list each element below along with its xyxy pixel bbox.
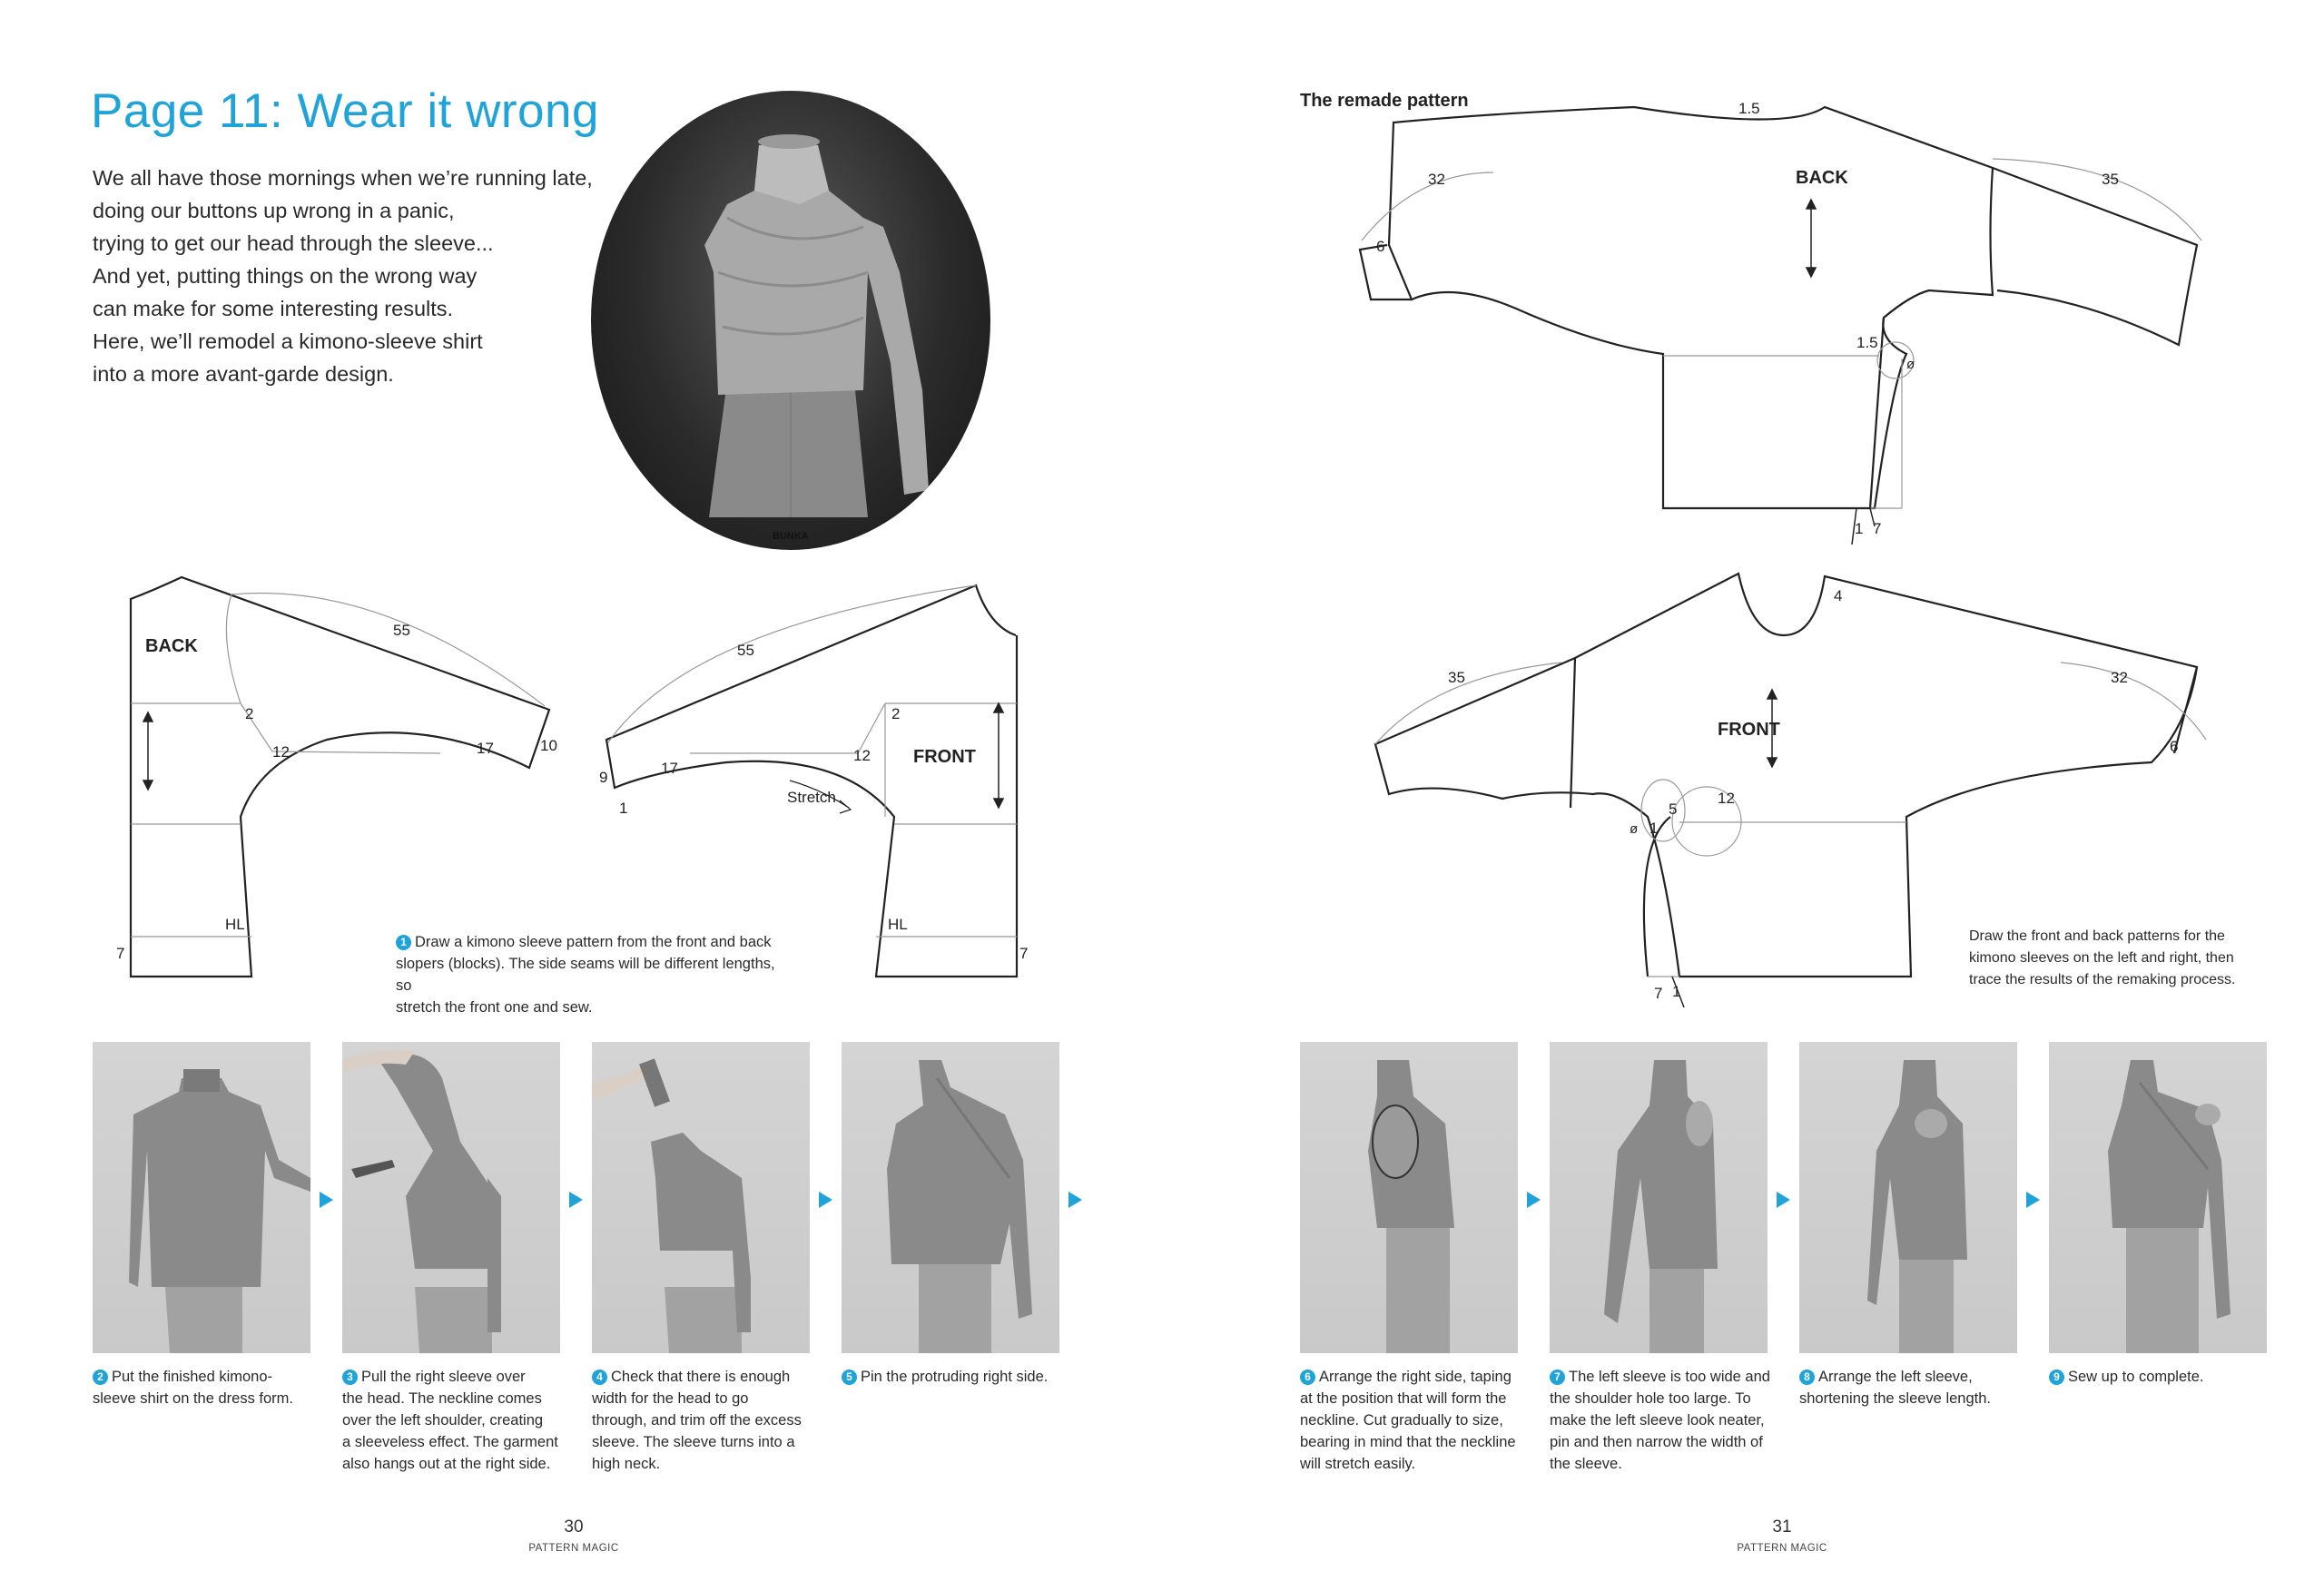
step-number-badge: 3	[342, 1370, 358, 1385]
remade-front-measure-five: 5	[1669, 800, 1678, 818]
measure-front-hem: 7	[1019, 945, 1029, 962]
section-subtitle: The remade pattern	[1300, 91, 1469, 111]
remade-front-measure-hem-b: 1	[1672, 983, 1681, 1000]
remade-front-measure-cuff: 6	[2170, 738, 2179, 755]
step-arrow-icon	[569, 1192, 583, 1208]
step-arrow-icon	[320, 1192, 333, 1208]
remade-front-measure-neck: 4	[1834, 587, 1843, 604]
remade-front-measure-one: 1	[1649, 820, 1659, 837]
page-footer: PATTERN MAGIC	[528, 1543, 619, 1554]
page-number: 30	[564, 1517, 584, 1537]
intro-line: And yet, putting things on the wrong way	[93, 264, 478, 288]
remade-back-measure-right-sleeve: 35	[2102, 171, 2119, 188]
caption-line: slopers (blocks). The side seams will be different lengths, so	[396, 956, 775, 994]
caption-line: The left sleeve is too wide and	[1569, 1369, 1770, 1385]
caption-line: will stretch easily.	[1300, 1456, 1416, 1472]
step-photo-3	[342, 1042, 560, 1353]
caption-line: make the left sleeve look neater,	[1550, 1412, 1765, 1429]
caption-line: trace the results of the remaking process.	[1969, 972, 2236, 987]
front-label: FRONT	[913, 747, 976, 767]
measure-front-one: 1	[619, 800, 628, 817]
step-number-badge: 1	[396, 935, 411, 950]
step-arrow-icon	[1068, 1192, 1082, 1208]
intro-line: trying to get our head through the sleeve...	[93, 231, 494, 255]
measure-back-underarm: 17	[477, 740, 494, 757]
step-photo-4	[592, 1042, 810, 1353]
hl-label-front: HL	[888, 916, 908, 933]
page-number: 31	[1772, 1517, 1792, 1537]
step-number-badge: 9	[2049, 1370, 2064, 1385]
step-4-caption	[592, 1366, 819, 1475]
caption-line: the shoulder hole too large. To	[1550, 1390, 1751, 1407]
measure-front-curve: 12	[853, 747, 871, 764]
stretch-label: Stretch	[787, 789, 836, 806]
measure-back-hem: 7	[116, 945, 125, 962]
step-3-caption	[342, 1366, 569, 1475]
caption-line: shortening the sleeve length.	[1799, 1390, 1991, 1407]
step-8-caption	[1799, 1366, 2026, 1409]
front-pattern-outline	[606, 585, 1017, 977]
step-5-caption	[842, 1366, 1068, 1388]
kimono-pattern-diagram	[0, 0, 1162, 1016]
caption-line: bearing in mind that the neckline	[1300, 1434, 1516, 1450]
hl-label-back: HL	[225, 916, 245, 933]
measure-back-curve: 12	[272, 743, 290, 761]
caption-line: Draw a kimono sleeve pattern from the front and back	[415, 934, 772, 950]
caption-line: pin and then narrow the width of	[1550, 1434, 1763, 1450]
intro-line: into a more avant-garde design.	[93, 362, 394, 386]
step-photo-5	[842, 1042, 1059, 1353]
caption-line: Put the finished kimono-	[112, 1369, 273, 1385]
step-photo-7	[1550, 1042, 1768, 1353]
caption-line: a sleeveless effect. The garment	[342, 1434, 558, 1450]
caption-line: Pull the right sleeve over	[361, 1369, 526, 1385]
measure-back-sleeve: 55	[393, 622, 410, 639]
remade-back-angle-mark: ø	[1906, 357, 1915, 372]
measure-front-sleeve: 55	[737, 642, 754, 659]
caption-line: Sew up to complete.	[2068, 1369, 2204, 1385]
step-1-caption	[396, 931, 786, 1018]
remade-front-measure-left-sleeve: 35	[1448, 669, 1465, 686]
remade-back-measure-hem-a: 1	[1855, 520, 1864, 537]
caption-line: over the left shoulder, creating	[342, 1412, 544, 1429]
remade-back-label: BACK	[1796, 168, 1848, 188]
intro-line: doing our buttons up wrong in a panic,	[93, 199, 455, 222]
remade-back-measure-hem-b: 7	[1873, 520, 1882, 537]
remade-pattern-diagram	[1162, 0, 2324, 1026]
caption-line: Check that there is enough	[611, 1369, 791, 1385]
remade-front-measure-hem-a: 7	[1654, 985, 1663, 1002]
remade-front-angle-mark: ø	[1630, 821, 1639, 837]
caption-line: Pin the protruding right side.	[861, 1369, 1049, 1385]
step-arrow-icon	[1777, 1192, 1790, 1208]
remade-back-measure-top: 1.5	[1738, 100, 1760, 117]
step-2-caption	[93, 1366, 320, 1409]
caption-line: the head. The neckline comes	[342, 1390, 542, 1407]
measure-front-underarm: 17	[661, 760, 678, 777]
caption-line: width for the head to go	[592, 1390, 749, 1407]
caption-line: high neck.	[592, 1456, 661, 1472]
step-number-badge: 4	[592, 1370, 607, 1385]
step-7-caption	[1550, 1366, 1777, 1475]
step-number-badge: 8	[1799, 1370, 1815, 1385]
step-number-badge: 7	[1550, 1370, 1565, 1385]
caption-line: sleeve. The sleeve turns into a	[592, 1434, 795, 1450]
caption-line: at the position that will form the	[1300, 1390, 1507, 1407]
step-arrow-icon	[2026, 1192, 2040, 1208]
caption-line: Arrange the left sleeve,	[1818, 1369, 1973, 1385]
caption-line: the sleeve.	[1550, 1456, 1622, 1472]
step-6-caption	[1300, 1366, 1527, 1475]
step-photo-6	[1300, 1042, 1518, 1353]
caption-line: Arrange the right side, taping	[1319, 1369, 1512, 1385]
step-photo-9	[2049, 1042, 2267, 1353]
step-photo-2	[93, 1042, 310, 1353]
step-photo-8	[1799, 1042, 2017, 1353]
dressform-brand: BUNKA	[773, 531, 809, 542]
intro-line: can make for some interesting results.	[93, 297, 454, 320]
remade-pattern-note	[1969, 926, 2269, 991]
measure-front-point: 2	[891, 705, 901, 722]
remade-back-measure-armhole: 1.5	[1856, 334, 1878, 351]
caption-line: kimono sleeves on the left and right, then	[1969, 950, 2234, 966]
caption-line: stretch the front one and sew.	[396, 999, 593, 1016]
caption-line: also hangs out at the right side.	[342, 1456, 551, 1472]
remade-front-measure-right-sleeve: 32	[2111, 669, 2128, 686]
page-footer: PATTERN MAGIC	[1737, 1543, 1827, 1554]
measure-back-cuff: 10	[540, 737, 557, 754]
remade-front-outline	[1375, 574, 2197, 977]
step-number-badge: 5	[842, 1370, 857, 1385]
caption-line: through, and trim off the excess	[592, 1412, 802, 1429]
intro-line: We all have those mornings when we’re running late,	[93, 166, 593, 190]
caption-line: sleeve shirt on the dress form.	[93, 1390, 294, 1407]
step-number-badge: 6	[1300, 1370, 1315, 1385]
measure-back-point: 2	[245, 705, 254, 722]
caption-line: neckline. Cut gradually to size,	[1300, 1412, 1503, 1429]
caption-line: Draw the front and back patterns for the	[1969, 928, 2225, 944]
remade-front-label: FRONT	[1718, 720, 1780, 740]
page-title: Page 11: Wear it wrong	[91, 84, 599, 138]
step-number-badge: 2	[93, 1370, 108, 1385]
step-9-caption	[2049, 1366, 2276, 1388]
measure-front-cuff: 9	[599, 769, 608, 786]
step-arrow-icon	[1527, 1192, 1541, 1208]
remade-back-measure-cuff: 6	[1376, 238, 1385, 255]
remade-back-measure-left-sleeve: 32	[1428, 171, 1445, 188]
step-arrow-icon	[819, 1192, 832, 1208]
back-label: BACK	[145, 636, 198, 656]
remade-front-measure-twelve: 12	[1718, 790, 1735, 807]
intro-line: Here, we’ll remodel a kimono-sleeve shirt	[93, 329, 483, 353]
